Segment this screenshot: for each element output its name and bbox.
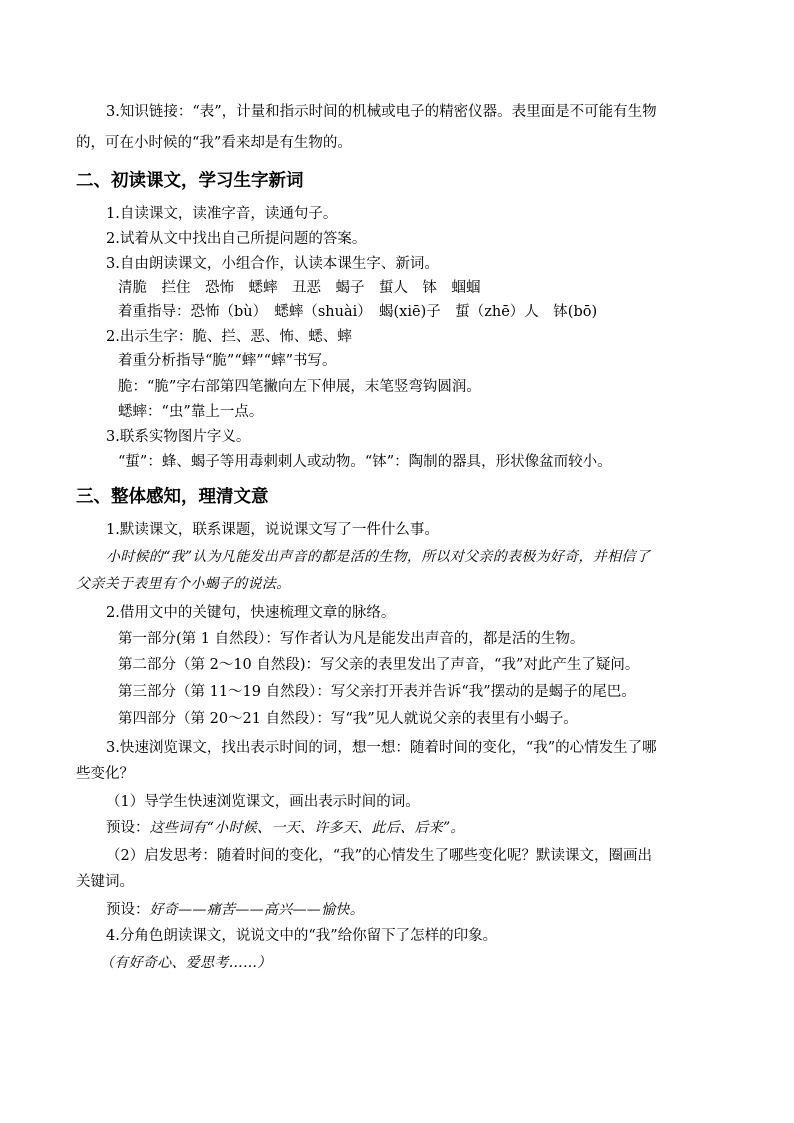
s3-line-3-line-1: 3.快速浏览课文，找出表示时间的词，想一想：随着时间的变化，“我”的心情发生了哪 — [106, 740, 657, 756]
s3-question-2-line-1: （2）启发思考：随着时间的变化，“我”的心情发生了哪些变化呢？默读课文，圈画出 — [106, 848, 653, 864]
s2-line-5: 着重分析指导“脆”“蟀”“蟀”书写。 — [118, 353, 337, 369]
s3-answer-1-line-2: 父亲关于表里有个小蝎子的说法。 — [76, 576, 291, 592]
s2-line-1: 1.自读课文，读准字音，读通句子。 — [106, 206, 338, 222]
s3-part-2: 第二部分（第 2～10 自然段)：写父亲的表里发出了声音，“我”对此产生了疑问。 — [118, 657, 640, 673]
section-2-heading: 二、初读课文，学习生字新词 — [76, 171, 304, 191]
s3-line-4: 4.分角色朗读课文，说说文中的“我”给你留下了怎样的印象。 — [106, 928, 498, 944]
s2-pinyin-guide: 着重指导：恐怖（bù） 蟋蟀（shuài） 蝎(xiē)子 蜇（zhē）人 钵(bō) — [118, 304, 598, 320]
s2-line-7: 蟋蟀：“虫”靠上一点。 — [118, 404, 264, 420]
s2-line-6: 脆：“脆”字右部第四笔撇向左下伸展，末笔竖弯钩圆润。 — [118, 379, 481, 395]
s2-line-4: 2.出示生字：脆、拦、恶、怖、蟋、蟀 — [106, 329, 352, 345]
s3-question-1: （1）导学生快速浏览课文，画出表示时间的词。 — [106, 794, 420, 810]
s3-line-3-line-2: 些变化？ — [76, 766, 134, 782]
s2-line-3: 3.自由朗读课文，小组合作，认读本课生字、新词。 — [106, 256, 439, 272]
section-3-heading: 三、整体感知，理清文意 — [76, 487, 269, 507]
s3-line-1: 1.默读课文，联系课题，说说课文写了一件什么事。 — [106, 522, 439, 538]
preset-label: 预设： — [106, 902, 150, 918]
s3-answer-1-line-1: 小时候的“我”认为凡能发出声音的都是活的生物，所以对父亲的表极为好奇，并相信了 — [106, 549, 651, 565]
s3-preset-1 — [106, 818, 465, 838]
s3-part-1: 第一部分(第 1 自然段）：写作者认为凡是能发出声音的，都是活的生物。 — [118, 631, 585, 647]
s3-answer-4: （有好奇心、爱思考……） — [100, 955, 272, 971]
s3-question-2-line-2: 关键词。 — [76, 874, 134, 890]
preset-label: 预设： — [106, 820, 150, 836]
s2-new-words: 清脆 拦住 恐怖 蟋蟀 丑恶 蝎子 蜇人 钵 蝈蝈 — [118, 280, 481, 296]
s2-line-2: 2.试着从文中找出自己所提问题的答案。 — [106, 231, 367, 247]
s2-line-9: “蜇”：蜂、蝎子等用毒刺刺人或动物。“钵”：陶制的器具，形状像盆而较小。 — [118, 454, 612, 470]
s3-preset-2 — [106, 900, 364, 920]
knowledge-link-line-2: 的，可在小时候的“我”看来却是有生物的。 — [76, 135, 352, 151]
preset-content: 这些词有“小时候、一天、许多天、此后、后来”。 — [149, 820, 465, 836]
s3-line-2: 2.借用文中的关键句，快速梳理文章的脉络。 — [106, 605, 396, 621]
preset-content: 好奇——痛苦——高兴——愉快。 — [149, 902, 364, 918]
s3-part-3: 第三部分（第 11～19 自然段）：写父亲打开表并告诉“我”摆动的是蝎子的尾巴。 — [118, 684, 636, 700]
s2-line-8: 3.联系实物图片字义。 — [106, 429, 251, 445]
s3-part-4: 第四部分（第 20～21 自然段）：写“我”见人就说父亲的表里有小蝎子。 — [118, 711, 578, 727]
knowledge-link-line-1: 3.知识链接：“表”，计量和指示时间的机械或电子的精密仪器。表里面是不可能有生物 — [106, 104, 657, 120]
